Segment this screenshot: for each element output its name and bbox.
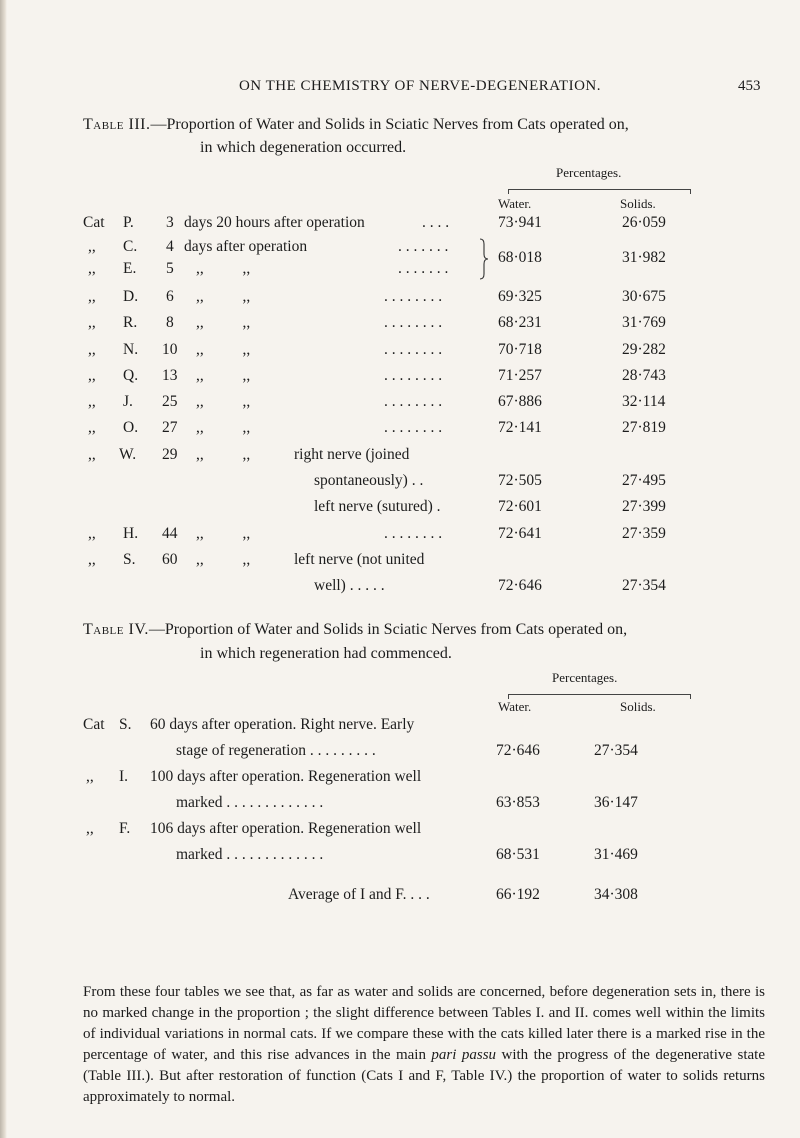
water-value: 70·718 xyxy=(498,341,542,358)
days-number: 5 xyxy=(166,260,174,277)
table-3-caption-line2: in which degeneration occurred. xyxy=(200,139,407,156)
leader-dots: . . . . . . . . xyxy=(384,525,443,542)
paragraph-text: From these four tables we see that, as far as water and solids are concerned, before degeneration sets in, there is no marked change in the proportion ; the slight difference between Tables I. and II. comes well within the limits of individual variations in normal cats. If we compare these with the cats killed later there is a marked rise in the percentage of water, and this rise advances in the main xyxy=(83,984,765,1063)
solids-value: 27·399 xyxy=(622,498,666,515)
ditto-mark: ,, xyxy=(88,525,96,542)
table-3-group-header: Percentages. xyxy=(556,165,622,180)
body-paragraph xyxy=(83,982,765,1108)
solids-value: 27·359 xyxy=(622,525,666,542)
cat-id: Q. xyxy=(123,367,139,384)
ditto-marks: ,, ,, xyxy=(196,288,251,305)
ditto-marks: ,, ,, xyxy=(196,446,251,463)
cat-id: H. xyxy=(123,525,139,542)
leader-dots: . . . . . . . . xyxy=(384,419,443,436)
page-number: 453 xyxy=(738,78,761,94)
row-description: left nerve (not united xyxy=(294,551,425,568)
table-4-col-water: Water. xyxy=(498,699,532,714)
paragraph-text-end: with the progress of the degenerative state (Table III.). But after restoration of function (Cats I and F, Table IV.) the proportion of water to solids returns approximately to normal. xyxy=(83,1047,765,1105)
paragraph-italic: pari passu xyxy=(431,1047,497,1063)
ditto-mark: ,, xyxy=(88,419,96,436)
cat-id: J. xyxy=(123,393,133,410)
ditto-marks: ,, ,, xyxy=(196,419,251,436)
water-value: 71·257 xyxy=(498,367,542,384)
days-number: 8 xyxy=(166,314,174,331)
solids-value: 27·819 xyxy=(622,419,666,436)
cat-id: W. xyxy=(119,446,137,463)
ditto-marks: ,, ,, xyxy=(196,551,251,568)
leader-dots: . . . . . . . . xyxy=(384,314,443,331)
ditto-mark: ,, xyxy=(86,768,94,785)
running-head: ON THE CHEMISTRY OF NERVE-DEGENERATION. xyxy=(238,78,602,94)
ditto-mark: ,, xyxy=(88,367,96,384)
table-3-caption xyxy=(83,116,629,134)
brace-tip-left xyxy=(508,189,515,194)
row-description: 106 days after operation. Regeneration well xyxy=(150,820,422,837)
brace-tip-right xyxy=(690,694,697,699)
water-value: 72·505 xyxy=(498,472,542,489)
solids-value: 27·354 xyxy=(594,742,638,759)
leader-dots: . . . . . . . . xyxy=(384,367,443,384)
ditto-mark: ,, xyxy=(88,238,96,255)
days-number: 3 xyxy=(166,214,174,231)
days-number: 29 xyxy=(162,446,178,463)
cat-id: I. xyxy=(119,768,129,785)
leader-dots: . . . . . . . . xyxy=(384,393,443,410)
table-4-caption xyxy=(83,621,627,639)
table-4-header-brace xyxy=(508,694,690,695)
days-number: 60 xyxy=(162,551,178,568)
solids-value: 31·769 xyxy=(622,314,666,331)
water-value: 68·231 xyxy=(498,314,542,331)
cat-id: C. xyxy=(123,238,138,255)
solids-value: 27·354 xyxy=(622,577,666,594)
row-description-cont: marked . . . . . . . . . . . . . xyxy=(176,846,324,863)
days-number: 25 xyxy=(162,393,178,410)
water-value: 72·601 xyxy=(498,498,542,515)
row-description-cont: marked . . . . . . . . . . . . . xyxy=(176,794,324,811)
water-value: 72·141 xyxy=(498,419,542,436)
solids-value: 28·743 xyxy=(622,367,666,384)
water-value: 73·941 xyxy=(498,214,542,231)
days-number: 4 xyxy=(166,238,174,255)
cat-id: P. xyxy=(123,214,134,231)
row-description: 60 days after operation. Right nerve. Early xyxy=(150,716,415,733)
days-number: 10 xyxy=(162,341,178,358)
water-value: 72·646 xyxy=(496,742,540,759)
water-value: 68·018 xyxy=(498,249,542,266)
average-label: Average of I and F. . . . xyxy=(288,886,430,903)
ditto-mark: ,, xyxy=(88,551,96,568)
ditto-mark: ,, xyxy=(88,314,96,331)
table-3-col-solids: Solids. xyxy=(620,196,656,211)
brace-tip-right xyxy=(690,189,697,194)
ditto-marks: ,, ,, xyxy=(196,260,251,277)
ditto-marks: ,, ,, xyxy=(196,367,251,384)
days-number: 44 xyxy=(162,525,178,542)
solids-value: 31·469 xyxy=(594,846,638,863)
solids-value: 30·675 xyxy=(622,288,666,305)
solids-value: 27·495 xyxy=(622,472,666,489)
cat-id: R. xyxy=(123,314,138,331)
table-4-col-solids: Solids. xyxy=(620,699,656,714)
days-number: 13 xyxy=(162,367,178,384)
ditto-mark: ,, xyxy=(88,446,96,463)
water-value: 69·325 xyxy=(498,288,542,305)
cat-id: F. xyxy=(119,820,131,837)
row-description-cont: spontaneously) . . xyxy=(314,472,424,489)
water-value: 72·641 xyxy=(498,525,542,542)
row-description: days after operation xyxy=(184,238,308,255)
table-3-col-water: Water. xyxy=(498,196,532,211)
ditto-mark: ,, xyxy=(88,260,96,277)
row-description: days 20 hours after operation xyxy=(184,214,365,231)
row-description-cont: well) . . . . . xyxy=(314,577,385,594)
cat-id: S. xyxy=(123,551,136,568)
leader-dots: . . . . . . . . xyxy=(384,288,443,305)
ditto-marks: ,, ,, xyxy=(196,525,251,542)
table-4-caption-line2: in which regeneration had commenced. xyxy=(200,645,452,662)
cat-prefix: Cat xyxy=(83,214,105,231)
solids-value: 36·147 xyxy=(594,794,638,811)
ditto-mark: ,, xyxy=(88,341,96,358)
water-value: 68·531 xyxy=(496,846,540,863)
table-4-group-header: Percentages. xyxy=(552,670,618,685)
average-water-value: 66·192 xyxy=(496,886,540,903)
table-4-caption-text: —Proportion of Water and Solids in Sciatic Nerves from Cats operated on, xyxy=(148,621,628,638)
ditto-mark: ,, xyxy=(88,288,96,305)
ditto-marks: ,, ,, xyxy=(196,393,251,410)
right-brace-icon xyxy=(478,238,490,280)
row-description: 100 days after operation. Regeneration well xyxy=(150,768,422,785)
table-3-header-brace xyxy=(508,189,690,190)
solids-value: 26·059 xyxy=(622,214,666,231)
ditto-mark: ,, xyxy=(88,393,96,410)
cat-prefix: Cat xyxy=(83,716,105,733)
ditto-mark: ,, xyxy=(86,820,94,837)
solids-value: 31·982 xyxy=(622,249,666,266)
average-solids-value: 34·308 xyxy=(594,886,638,903)
row-description-left: left nerve (sutured) . xyxy=(314,498,441,515)
row-description: right nerve (joined xyxy=(294,446,410,463)
days-number: 27 xyxy=(162,419,178,436)
cat-id: S. xyxy=(119,716,132,733)
ditto-marks: ,, ,, xyxy=(196,341,251,358)
table-4-label: Table IV. xyxy=(83,621,149,638)
leader-dots: . . . . . . . xyxy=(398,260,449,277)
cat-id: O. xyxy=(123,419,139,436)
table-3-caption-text: —Proportion of Water and Solids in Sciatic Nerves from Cats operated on, xyxy=(150,116,629,133)
ditto-marks: ,, ,, xyxy=(196,314,251,331)
cat-id: N. xyxy=(123,341,139,358)
row-description-cont: stage of regeneration . . . . . . . . . xyxy=(176,742,376,759)
leader-dots: . . . . xyxy=(422,214,450,231)
days-number: 6 xyxy=(166,288,174,305)
water-value: 72·646 xyxy=(498,577,542,594)
table-3-label: Table III. xyxy=(83,116,151,133)
leader-dots: . . . . . . . xyxy=(398,238,449,255)
cat-id: E. xyxy=(123,260,137,277)
solids-value: 32·114 xyxy=(622,393,666,410)
cat-id: D. xyxy=(123,288,139,305)
water-value: 63·853 xyxy=(496,794,540,811)
solids-value: 29·282 xyxy=(622,341,666,358)
leader-dots: . . . . . . . . xyxy=(384,341,443,358)
water-value: 67·886 xyxy=(498,393,542,410)
